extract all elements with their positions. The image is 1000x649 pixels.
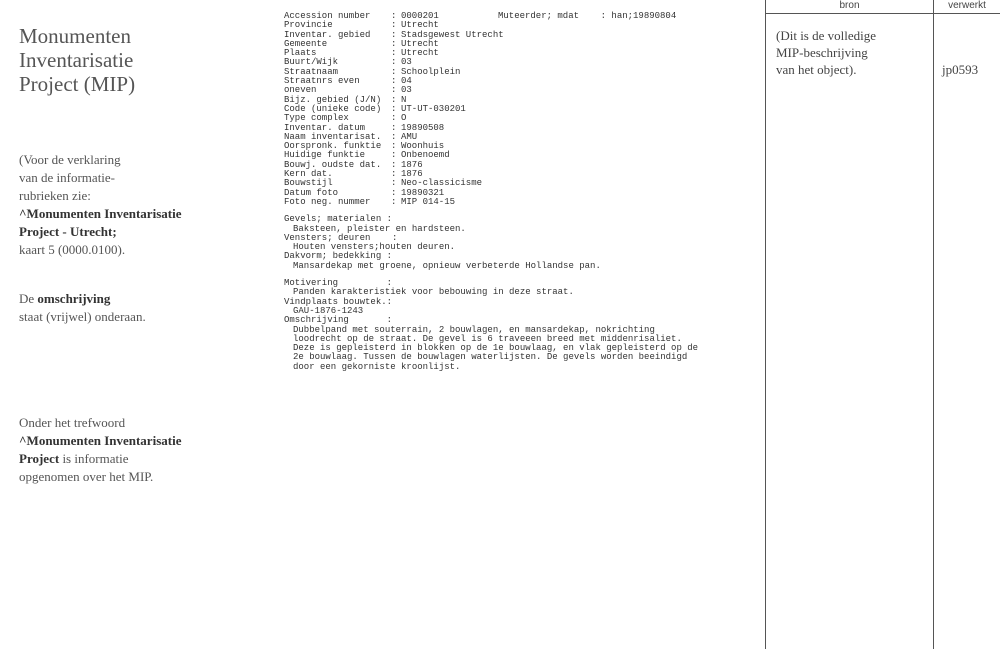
mutation-info: Muteerder; mdat : han;19890804 (498, 11, 677, 21)
field-colon: : (391, 187, 397, 198)
table-cell-verwerkt: jp0593 (942, 62, 979, 77)
section-label: Omschrijving : (284, 315, 393, 326)
field-colon: : (391, 76, 397, 87)
field-key: Kern dat. (284, 169, 333, 180)
section-text: loodrecht op de straat. De gevel is 6 traveeen breed met middenrisaliet. (293, 333, 682, 344)
field-colon: : (391, 11, 397, 21)
record-field-row (284, 179, 754, 188)
field-key: Bouwj. oudste dat. (284, 159, 382, 170)
table-column-divider (933, 0, 934, 649)
field-colon: : (391, 94, 397, 105)
info-note-description (19, 290, 249, 326)
record-field-row (284, 58, 754, 67)
record-field-row (284, 49, 754, 58)
field-key: Plaats (284, 48, 317, 59)
section-text: Panden karakteristiek voor bebouwing in deze straat. (293, 287, 574, 298)
record-field-row (284, 105, 754, 114)
record-field-row (284, 12, 754, 21)
note2-text: De (19, 291, 38, 306)
field-colon: : (391, 131, 397, 142)
field-key: Provincie (284, 20, 333, 31)
field-colon: : (391, 141, 397, 152)
field-colon: : (391, 20, 397, 31)
field-key: Oorspronk. funktie (284, 141, 382, 152)
field-colon: : (391, 103, 397, 114)
field-key: Bouwstijl (284, 178, 333, 189)
field-colon: : (391, 48, 397, 59)
field-value: Utrecht (401, 48, 439, 59)
field-value: Stadsgewest Utrecht (401, 29, 504, 40)
field-colon: : (391, 159, 397, 170)
section-text: Baksteen, pleister en hardsteen. (293, 223, 466, 234)
record-fields (284, 12, 754, 207)
record-field-row (284, 198, 754, 207)
record-field-row (284, 40, 754, 49)
field-value: MIP 014-15 (401, 196, 456, 207)
field-value: 19890508 (401, 122, 445, 133)
section-label: Gevels; materialen : (284, 214, 393, 225)
field-value: N (401, 94, 407, 105)
field-colon: : (391, 169, 397, 180)
section-text: Deze is gepleisterd in blokken op de 1e bouwlaag, en vlak gepleisterd op de (293, 343, 699, 354)
field-key: Naam inventarisat. (284, 131, 382, 142)
record-field-row (284, 31, 754, 40)
record-field-row (284, 170, 754, 179)
field-value: 19890321 (401, 187, 445, 198)
field-value: 03 (401, 85, 412, 96)
field-key: Foto neg. nummer (284, 196, 371, 207)
section-label: Vensters; deuren : (284, 232, 398, 243)
note2-bold: omschrijving (37, 291, 111, 306)
section-label: Motivering : (284, 278, 393, 289)
note2-text-end: staat (vrijwel) onderaan. (19, 309, 146, 324)
section-label: Vindplaats bouwtek.: (284, 296, 393, 307)
field-value: 04 (401, 76, 412, 87)
field-value: 1876 (401, 169, 423, 180)
mip-record (284, 12, 754, 372)
section-label: Dakvorm; bedekking : (284, 251, 393, 262)
field-colon: : (391, 150, 397, 161)
table-header-divider (765, 13, 1000, 14)
field-colon: : (391, 113, 397, 124)
field-colon: : (391, 66, 397, 77)
section-text: door een gekorniste kroonlijst. (293, 361, 461, 372)
field-colon: : (391, 29, 397, 40)
record-field-row (284, 161, 754, 170)
note1-text-end: kaart 5 (0000.0100). (19, 242, 126, 257)
field-key: Inventar. gebied (284, 29, 371, 40)
field-value: Schoolplein (401, 66, 461, 77)
field-colon: : (391, 196, 397, 207)
field-key: Datum foto (284, 187, 339, 198)
record-sections (284, 215, 754, 372)
field-value: Utrecht (401, 20, 439, 31)
section-text: Dubbelpand met souterrain, 2 bouwlagen, en mansardekap, nokrichting (293, 324, 655, 335)
field-colon: : (391, 57, 397, 68)
table-column-divider (765, 0, 766, 649)
field-key: Accession number (284, 11, 371, 21)
field-value: Onbenoemd (401, 150, 450, 161)
field-key: Inventar. datum (284, 122, 366, 133)
field-value: Woonhuis (401, 141, 445, 152)
field-key: Straatnrs even (284, 76, 360, 87)
section-text: Houten vensters;houten deuren. (293, 242, 456, 253)
field-value: UT-UT-030201 (401, 103, 466, 114)
section-text: GAU-1876-1243 (293, 305, 364, 316)
info-note-keyword (19, 414, 249, 486)
note3-text: Onder het trefwoord (19, 415, 126, 430)
field-value: Neo-classicisme (401, 178, 483, 189)
note1-bold: ^Monumenten Inventarisatie Project - Utrecht; (19, 206, 182, 239)
field-colon: : (391, 122, 397, 133)
note1-text: (Voor de verklaring van de informatie- rubrieken zie: (19, 152, 121, 203)
field-key: Gemeente (284, 38, 328, 49)
field-key: oneven (284, 85, 317, 96)
info-note-legend (19, 151, 249, 259)
field-value: Utrecht (401, 38, 439, 49)
section-text: 2e bouwlaag. Tussen de bouwlagen waterlijsten. De gevels worden beeindigd (293, 352, 688, 363)
field-value: 03 (401, 57, 412, 68)
field-key: Code (unieke code) (284, 103, 382, 114)
table-cell-bron: (Dit is de volledige MIP-beschrijving van het object). (776, 28, 877, 77)
field-value: AMU (401, 131, 418, 142)
note3-bold: ^Monumenten Inventarisatie Project (19, 433, 182, 466)
page-title: Monumenten Inventarisatie Project (MIP) (19, 24, 136, 96)
section-text: Mansardekap met groene, opnieuw verbeterde Hollandse pan. (293, 260, 601, 271)
field-key: Bijz. gebied (J/N) (284, 94, 382, 105)
field-key: Buurt/Wijk (284, 57, 339, 68)
field-value: 0000201 (401, 11, 439, 21)
field-colon: : (391, 178, 397, 189)
field-key: Huidige funktie (284, 150, 366, 161)
field-value: O (401, 113, 407, 124)
field-key: Type complex (284, 113, 349, 124)
table-header-bron: bron (839, 0, 860, 11)
field-value: 1876 (401, 159, 423, 170)
field-key: Straatnaam (284, 66, 339, 77)
field-colon: : (391, 38, 397, 49)
note3-text-end: is informatie opgenomen over het MIP. (19, 451, 154, 484)
table-header-verwerkt: verwerkt (948, 0, 986, 11)
field-colon: : (391, 85, 397, 96)
record-field-row (284, 77, 754, 86)
